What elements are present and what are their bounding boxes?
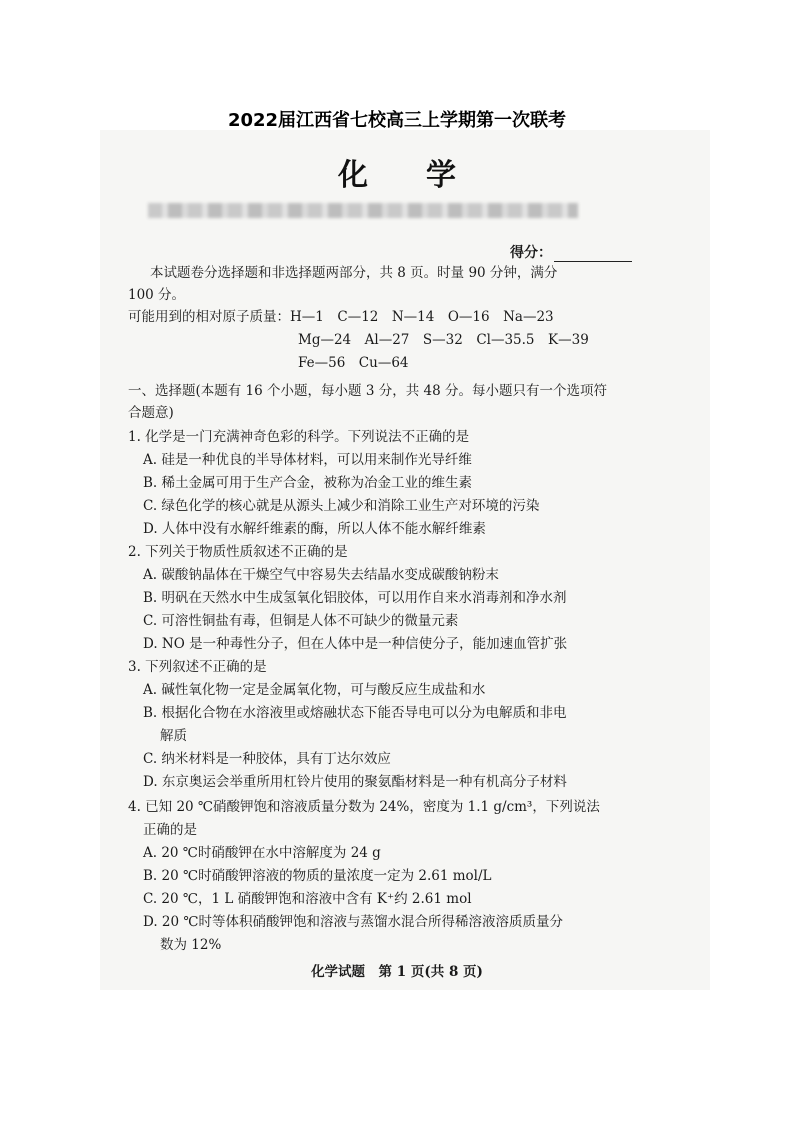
question-3-option-c: C. 纳米材料是一种胶体，具有丁达尔效应: [143, 751, 391, 767]
question-1-option-a: A. 硅是一种优良的半导体材料，可以用来制作光导纤维: [143, 452, 472, 468]
blurred-notice: [148, 203, 578, 218]
question-4-stem-cont: 正确的是: [143, 822, 197, 838]
subject-title: 化学: [338, 158, 514, 193]
question-1-option-b: B. 稀土金属可用于生产合金，被称为冶金工业的维生素: [143, 475, 473, 491]
section-heading: 一、选择题(本题有 16 个小题，每小题 3 分，共 48 分。每小题只有一个选项符: [128, 383, 607, 399]
question-3-stem: 3. 下列叙述不正确的是: [128, 659, 267, 675]
question-4-stem: 4. 已知 20 ℃硝酸钾饱和溶液质量分数为 24%，密度为 1.1 g/cm³，下列说法: [128, 799, 600, 815]
intro-line-2: 100 分。: [128, 287, 186, 303]
question-4-option-a: A. 20 ℃时硝酸钾在水中溶解度为 24 g: [143, 845, 381, 861]
question-2-stem: 2. 下列关于物质性质叙述不正确的是: [128, 544, 348, 560]
question-3-option-d: D. 东京奥运会举重所用杠铃片使用的聚氨酯材料是一种有机高分子材料: [143, 774, 567, 790]
question-3-option-b: B. 根据化合物在水溶液里或熔融状态下能否导电可以分为电解质和非电: [143, 705, 567, 721]
question-4-option-d: D. 20 ℃时等体积硝酸钾饱和溶液与蒸馏水混合所得稀溶液溶质质量分: [143, 914, 563, 930]
section-heading-cont: 合题意): [128, 405, 174, 421]
question-3-option-b-cont: 解质: [160, 728, 187, 744]
intro-line-1: 本试题卷分选择题和非选择题两部分，共 8 页。时量 90 分钟，满分: [150, 265, 558, 281]
question-1-option-d: D. 人体中没有水解纤维素的酶，所以人体不能水解纤维素: [143, 521, 486, 537]
score-field: [510, 242, 632, 262]
question-3-option-a: A. 碱性氧化物一定是金属氧化物，可与酸反应生成盐和水: [143, 682, 486, 698]
question-2-option-c: C. 可溶性铜盐有毒，但铜是人体不可缺少的微量元素: [143, 613, 459, 629]
question-4-option-b: B. 20 ℃时硝酸钾溶液的物质的量浓度一定为 2.61 mol/L: [143, 868, 492, 884]
page-footer: 化学试题 第 1 页(共 8 页): [311, 964, 483, 980]
question-1-stem: 1. 化学是一门充满神奇色彩的科学。下列说法不正确的是: [128, 429, 470, 445]
question-2-option-b: B. 明矾在天然水中生成氢氧化铝胶体，可以用作自来水消毒剂和净水剂: [143, 590, 567, 606]
atomic-masses-line-2: Mg—24 Al—27 S—32 Cl—35.5 K—39: [298, 332, 589, 348]
question-2-option-a: A. 碳酸钠晶体在干燥空气中容易失去结晶水变成碳酸钠粉末: [143, 567, 499, 583]
question-4-option-c: C. 20 ℃，1 L 硝酸钾饱和溶液中含有 K⁺约 2.61 mol: [143, 891, 472, 907]
score-label: 得分：: [510, 245, 552, 261]
atomic-masses-line-3: Fe—56 Cu—64: [298, 355, 409, 371]
question-4-option-d-cont: 数为 12%: [160, 937, 222, 953]
question-1-option-c: C. 绿色化学的核心就是从源头上减少和消除工业生产对环境的污染: [143, 498, 540, 514]
atomic-masses-line-1: 可能用到的相对原子质量：H—1 C—12 N—14 O—16 Na—23: [128, 309, 554, 325]
exam-title: 2022届江西省七校高三上学期第一次联考: [227, 110, 567, 131]
question-2-option-d: D. NO 是一种毒性分子，但在人体中是一种信使分子，能加速血管扩张: [143, 636, 568, 652]
